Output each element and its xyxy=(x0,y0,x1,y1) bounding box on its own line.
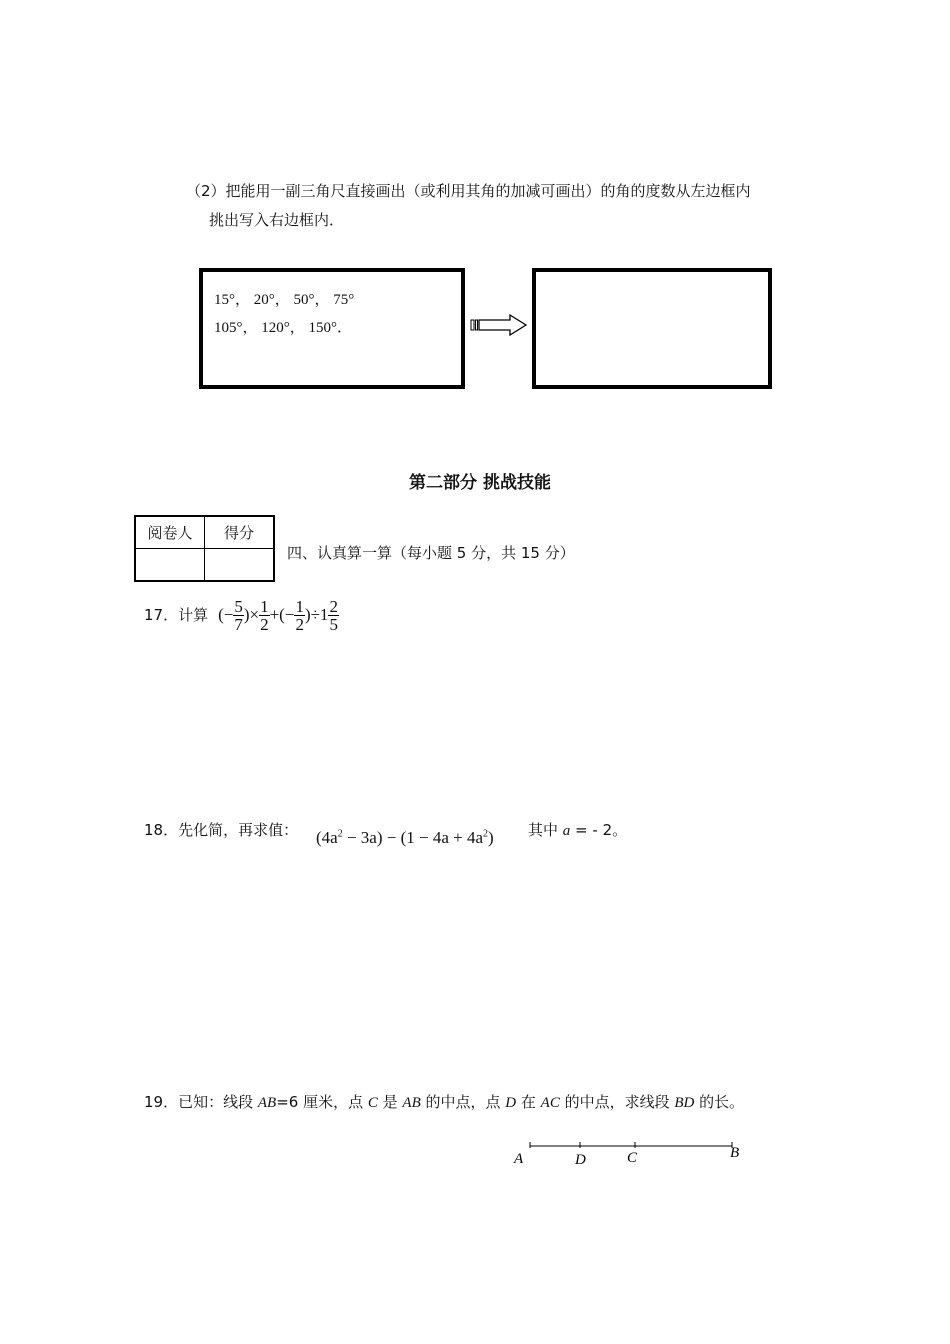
q17-frac3: $\frac{1}{2}$ xyxy=(295,596,304,634)
q18-expr-b: − 3a) − (1 − 4a + 4a xyxy=(342,828,484,847)
q16-part2-line2: 挑出写入右边框内． xyxy=(209,211,345,229)
left-box-line2: 105°， 120°， 150°． xyxy=(214,320,352,336)
q19-text: 19．已知：线段 AB=6 厘米，点 C 是 AB 的中点，点 D 在 AC 的中点，求线段 BD 的长。 xyxy=(144,1093,745,1111)
q17-frac4: $\frac{2}{5}$ xyxy=(329,596,338,634)
q16-part2-line1: （2）把能用一副三角尺直接画出（或利用其角的加减可画出）的角的度数从左边框内 xyxy=(186,182,751,200)
section4-heading: 四、认真算一算（每小题 5 分，共 15 分） xyxy=(287,544,575,562)
label-c: C xyxy=(627,1150,638,1166)
q17-times: )× xyxy=(243,605,260,624)
q18-cond-pre: 其中 xyxy=(528,821,563,839)
q18-condition xyxy=(528,820,627,841)
q18-label: 18．先化简，再求值： xyxy=(144,821,299,839)
q18-expr-c: ) xyxy=(488,828,494,847)
right-arrow-icon xyxy=(470,313,528,337)
label-d: D xyxy=(575,1152,586,1168)
grader-cell[interactable] xyxy=(135,549,205,582)
q18-expr-a: (4a xyxy=(316,828,338,847)
left-angle-box xyxy=(199,268,465,389)
score-table xyxy=(134,515,275,582)
q18-exp2: 2 xyxy=(483,828,489,840)
q18-cond-post: = - 2。 xyxy=(570,821,628,839)
q17-div: )÷1 xyxy=(304,605,329,624)
section-title: 第二部分 挑战技能 xyxy=(409,473,551,493)
q17-open: (− xyxy=(218,605,234,624)
q17-label: 17．计算 xyxy=(144,606,209,624)
q17-frac2: $\frac{1}{2}$ xyxy=(260,596,269,634)
q18-exp1: 2 xyxy=(337,828,343,840)
score-cell[interactable] xyxy=(205,549,275,582)
segment-figure xyxy=(505,1136,755,1172)
label-b: B xyxy=(730,1145,740,1161)
q17-plus: +(− xyxy=(269,605,295,624)
q18-expression xyxy=(316,828,494,848)
q18-cond-var: a xyxy=(562,823,571,839)
left-box-line1: 15°， 20°， 50°， 75° xyxy=(214,292,355,308)
score-header: 得分 xyxy=(205,516,275,549)
q17 xyxy=(144,592,339,638)
label-a: A xyxy=(514,1151,524,1167)
grader-header: 阅卷人 xyxy=(135,516,205,549)
right-answer-box[interactable] xyxy=(532,268,772,389)
q17-frac1: $\frac{5}{7}$ xyxy=(234,596,243,634)
